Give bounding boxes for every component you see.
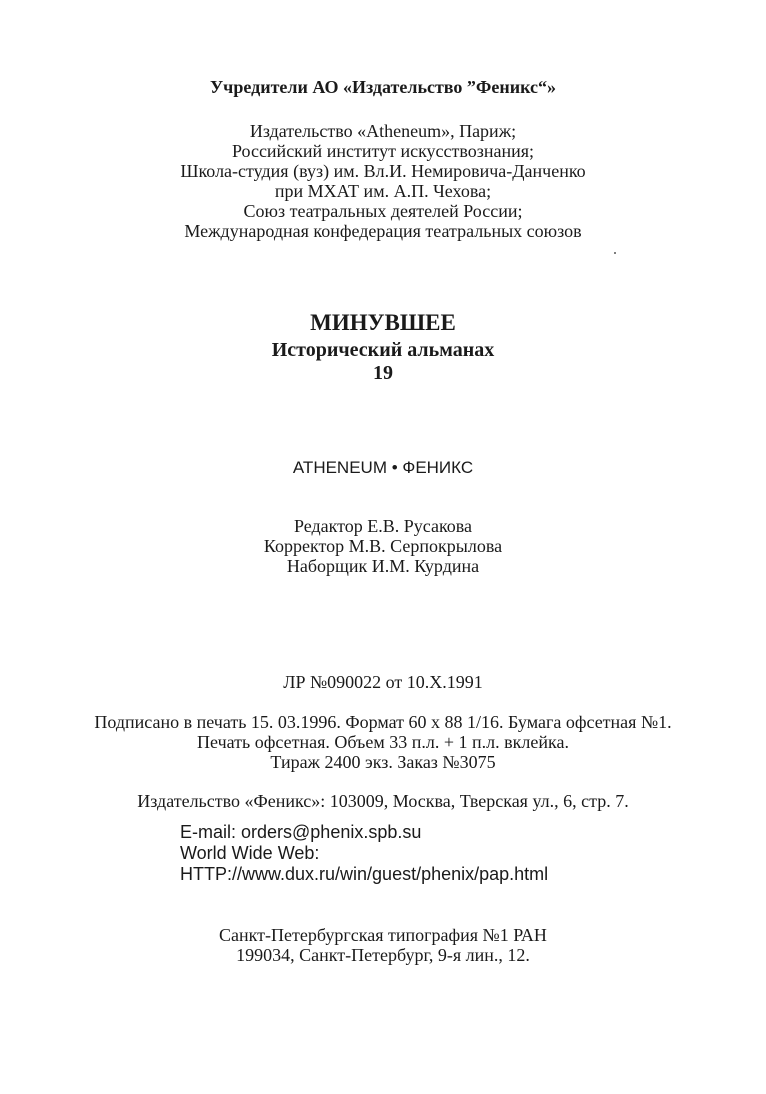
founders-heading: Учредители АО «Издательство ”Феникс“» bbox=[209, 77, 557, 97]
web-url: HTTP://www.dux.ru/win/guest/phenix/pap.html bbox=[180, 864, 549, 884]
staff-line: Корректор М.В. Серпокрылова bbox=[263, 536, 503, 556]
staff-line: Редактор Е.В. Русакова bbox=[293, 516, 473, 536]
issue-number: 19 bbox=[373, 362, 393, 384]
license-line: ЛР №090022 от 10.X.1991 bbox=[283, 672, 483, 692]
staff-line: Наборщик И.М. Курдина bbox=[286, 556, 480, 576]
publisher-mark: ATHENEUM • ФЕНИКС bbox=[292, 458, 474, 477]
print-detail-line: Печать офсетная. Объем 33 п.л. + 1 п.л. вклейка. bbox=[197, 732, 569, 752]
web-label: World Wide Web: bbox=[180, 843, 320, 863]
founder-line: Союз театральных деятелей России; bbox=[243, 201, 523, 221]
founder-line: Издательство «Atheneum», Париж; bbox=[249, 121, 517, 141]
print-detail-line: Тираж 2400 экз. Заказ №3075 bbox=[270, 752, 496, 772]
stray-mark bbox=[614, 252, 616, 254]
email-line: E-mail: orders@phenix.spb.su bbox=[180, 822, 422, 842]
publisher-address: Издательство «Феникс»: 103009, Москва, Тверская ул., 6, стр. 7. bbox=[137, 791, 629, 811]
founder-line: Российский институт искусствознания; bbox=[231, 141, 535, 161]
founder-line: при МХАТ им. А.П. Чехова; bbox=[274, 181, 492, 201]
founder-line: Школа-студия (вуз) им. Вл.И. Немировича-Данченко bbox=[180, 161, 586, 181]
page-subtitle: Исторический альманах bbox=[271, 339, 495, 361]
printer-address: 199034, Санкт-Петербург, 9-я лин., 12. bbox=[236, 945, 530, 965]
founder-line: Международная конфедерация театральных союзов bbox=[184, 221, 582, 241]
print-detail-line: Подписано в печать 15. 03.1996. Формат 60 x 88 1/16. Бумага офсетная №1. bbox=[94, 712, 672, 732]
printer-line: Санкт-Петербургская типография №1 РАН bbox=[219, 925, 547, 945]
page-title: МИНУВШЕЕ bbox=[310, 310, 456, 335]
